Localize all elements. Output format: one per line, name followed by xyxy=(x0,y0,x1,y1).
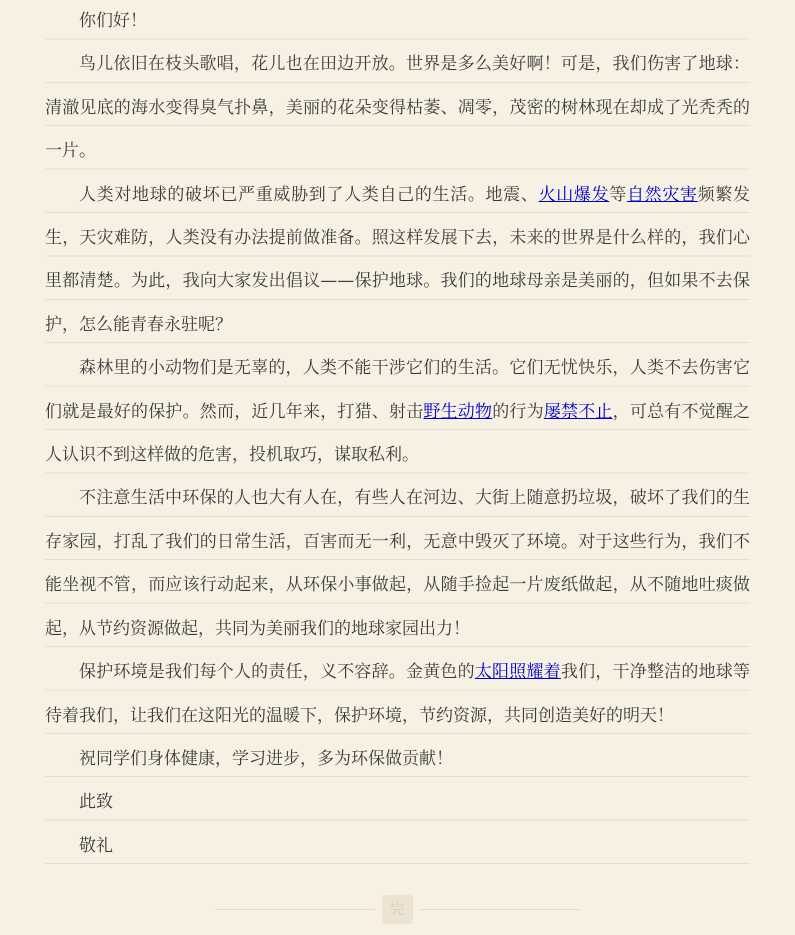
end-divider-left xyxy=(215,909,375,910)
article-body xyxy=(45,0,750,868)
paragraph-5 xyxy=(45,651,750,738)
link-repeatedly-banned[interactable]: 屡禁不止 xyxy=(543,401,613,422)
paragraph-3-text-b: 的行为 xyxy=(492,401,544,422)
paragraph-2-text-c: 频繁发生，天灾难防，人类没有办法提前做准备。照这样发展下去，未来的世界是什么样的，我们心里都清楚。为此，我向大家发出倡议——保护地球。我们的地球母亲是美丽的，但如果不去保护，怎么能青春永驻呢？ xyxy=(45,184,751,335)
link-wild-animals[interactable]: 野生动物 xyxy=(423,401,493,422)
paragraph-3 xyxy=(45,347,750,477)
greeting: 你们好！ xyxy=(79,11,147,31)
paragraph-2 xyxy=(45,174,750,348)
link-natural-disaster[interactable]: 自然灾害 xyxy=(626,184,698,205)
paragraph-3-text-c: ，可总有不觉醒之人认识不到这样做的危害，投机取巧，谋取私利。 xyxy=(45,401,751,466)
end-marker xyxy=(0,895,795,925)
paragraph-5-text-a: 保护环境是我们每个人的责任，义不容辞。金黄色的 xyxy=(79,662,475,683)
sign-off-line-1: 此致 xyxy=(79,792,113,813)
paragraph-1: 鸟儿依旧在枝头歌唱，花儿也在田边开放。世界是多么美好啊！可是，我们伤害了地球：清澈见底的海水变得臭气扑鼻，美丽的花朵变得枯萎、凋零，茂密的树林现在却成了光秃秃的一片。 xyxy=(45,54,750,162)
end-divider-right xyxy=(420,909,580,910)
paragraph-2-text-b: 等 xyxy=(609,184,627,205)
paragraph-4: 不注意生活中环保的人也大有人在，有些人在河边、大街上随意扔垃圾，破坏了我们的生存家园，打乱了我们的日常生活，百害而无一利，无意中毁灭了环境。对于这些行为，我们不能坐视不管，而应该行动起来，从环保小事做起，从随手捡起一片废纸做起，从不随地吐痰做起，从节约资源做起，共同为美丽我们的地球家园出力！ xyxy=(45,488,750,639)
sign-off-line-2: 敬礼 xyxy=(79,835,113,856)
link-volcano-eruption[interactable]: 火山爆发 xyxy=(538,184,610,205)
closing-wish: 祝同学们身体健康，学习进步，多为环保做贡献！ xyxy=(79,748,453,769)
paragraph-3-text-a: 森林里的小动物们是无辜的，人类不能干涉它们的生活。它们无忧快乐，人类不去伤害它们就是最好的保护。然而，近几年来，打猎、射击 xyxy=(45,358,750,422)
paragraph-2-text-a: 人类对地球的破坏已严重威胁到了人类自己的生活。地震、 xyxy=(79,184,539,205)
paragraph-5-text-b: 我们，干净整洁的地球等待着我们，让我们在这阳光的温暖下，保护环境，节约资源，共同创造美好的明天！ xyxy=(45,662,751,726)
link-sun-shining[interactable]: 太阳照耀着 xyxy=(474,662,561,683)
end-badge: 完 xyxy=(382,895,413,924)
